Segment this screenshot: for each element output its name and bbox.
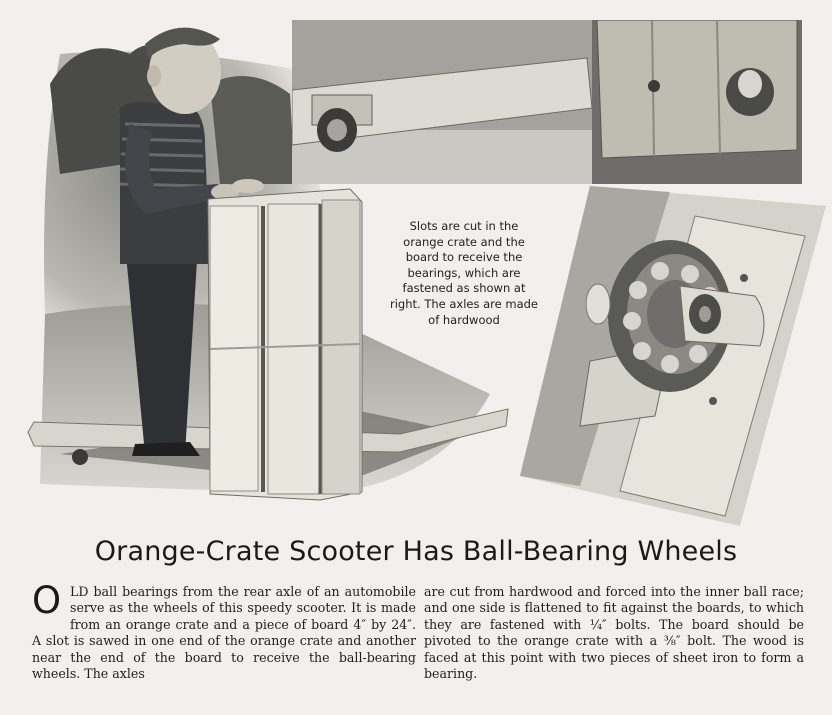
article-column-left [32,579,416,682]
photo-bearing-slots-detail [292,20,802,184]
article-text-right: are cut from hardwood and forced into the inner ball race; and one side is flattened to fit against the boards, to which they are fastened with ¼″ bolts. The board should be pivoted to the orange crate with a ⅜″ bolt. The wood is faced at this point with two pieces of sheet iron to form a bearing. [424,584,804,682]
drop-cap: O [32,579,62,622]
article-column-right [424,584,804,682]
photo-bearing-closeup [520,186,826,526]
article-text-left: LD ball bearings from the rear axle of an automobile serve as the wheels of this speedy scooter. It is made from an orange crate and a piece of board 4″ by 24″. A slot is sawed in one end of the orange crate and another near the end of the board to receive the ball-bearing wheels. The axles [32,584,416,682]
photo-caption: Slots are cut in the orange crate and the board to receive the bearings, which are fastened as shown at right. The axles are made of hardwood [389,219,539,327]
article-headline: Orange-Crate Scooter Has Ball-Bearing Wheels [94,536,738,567]
